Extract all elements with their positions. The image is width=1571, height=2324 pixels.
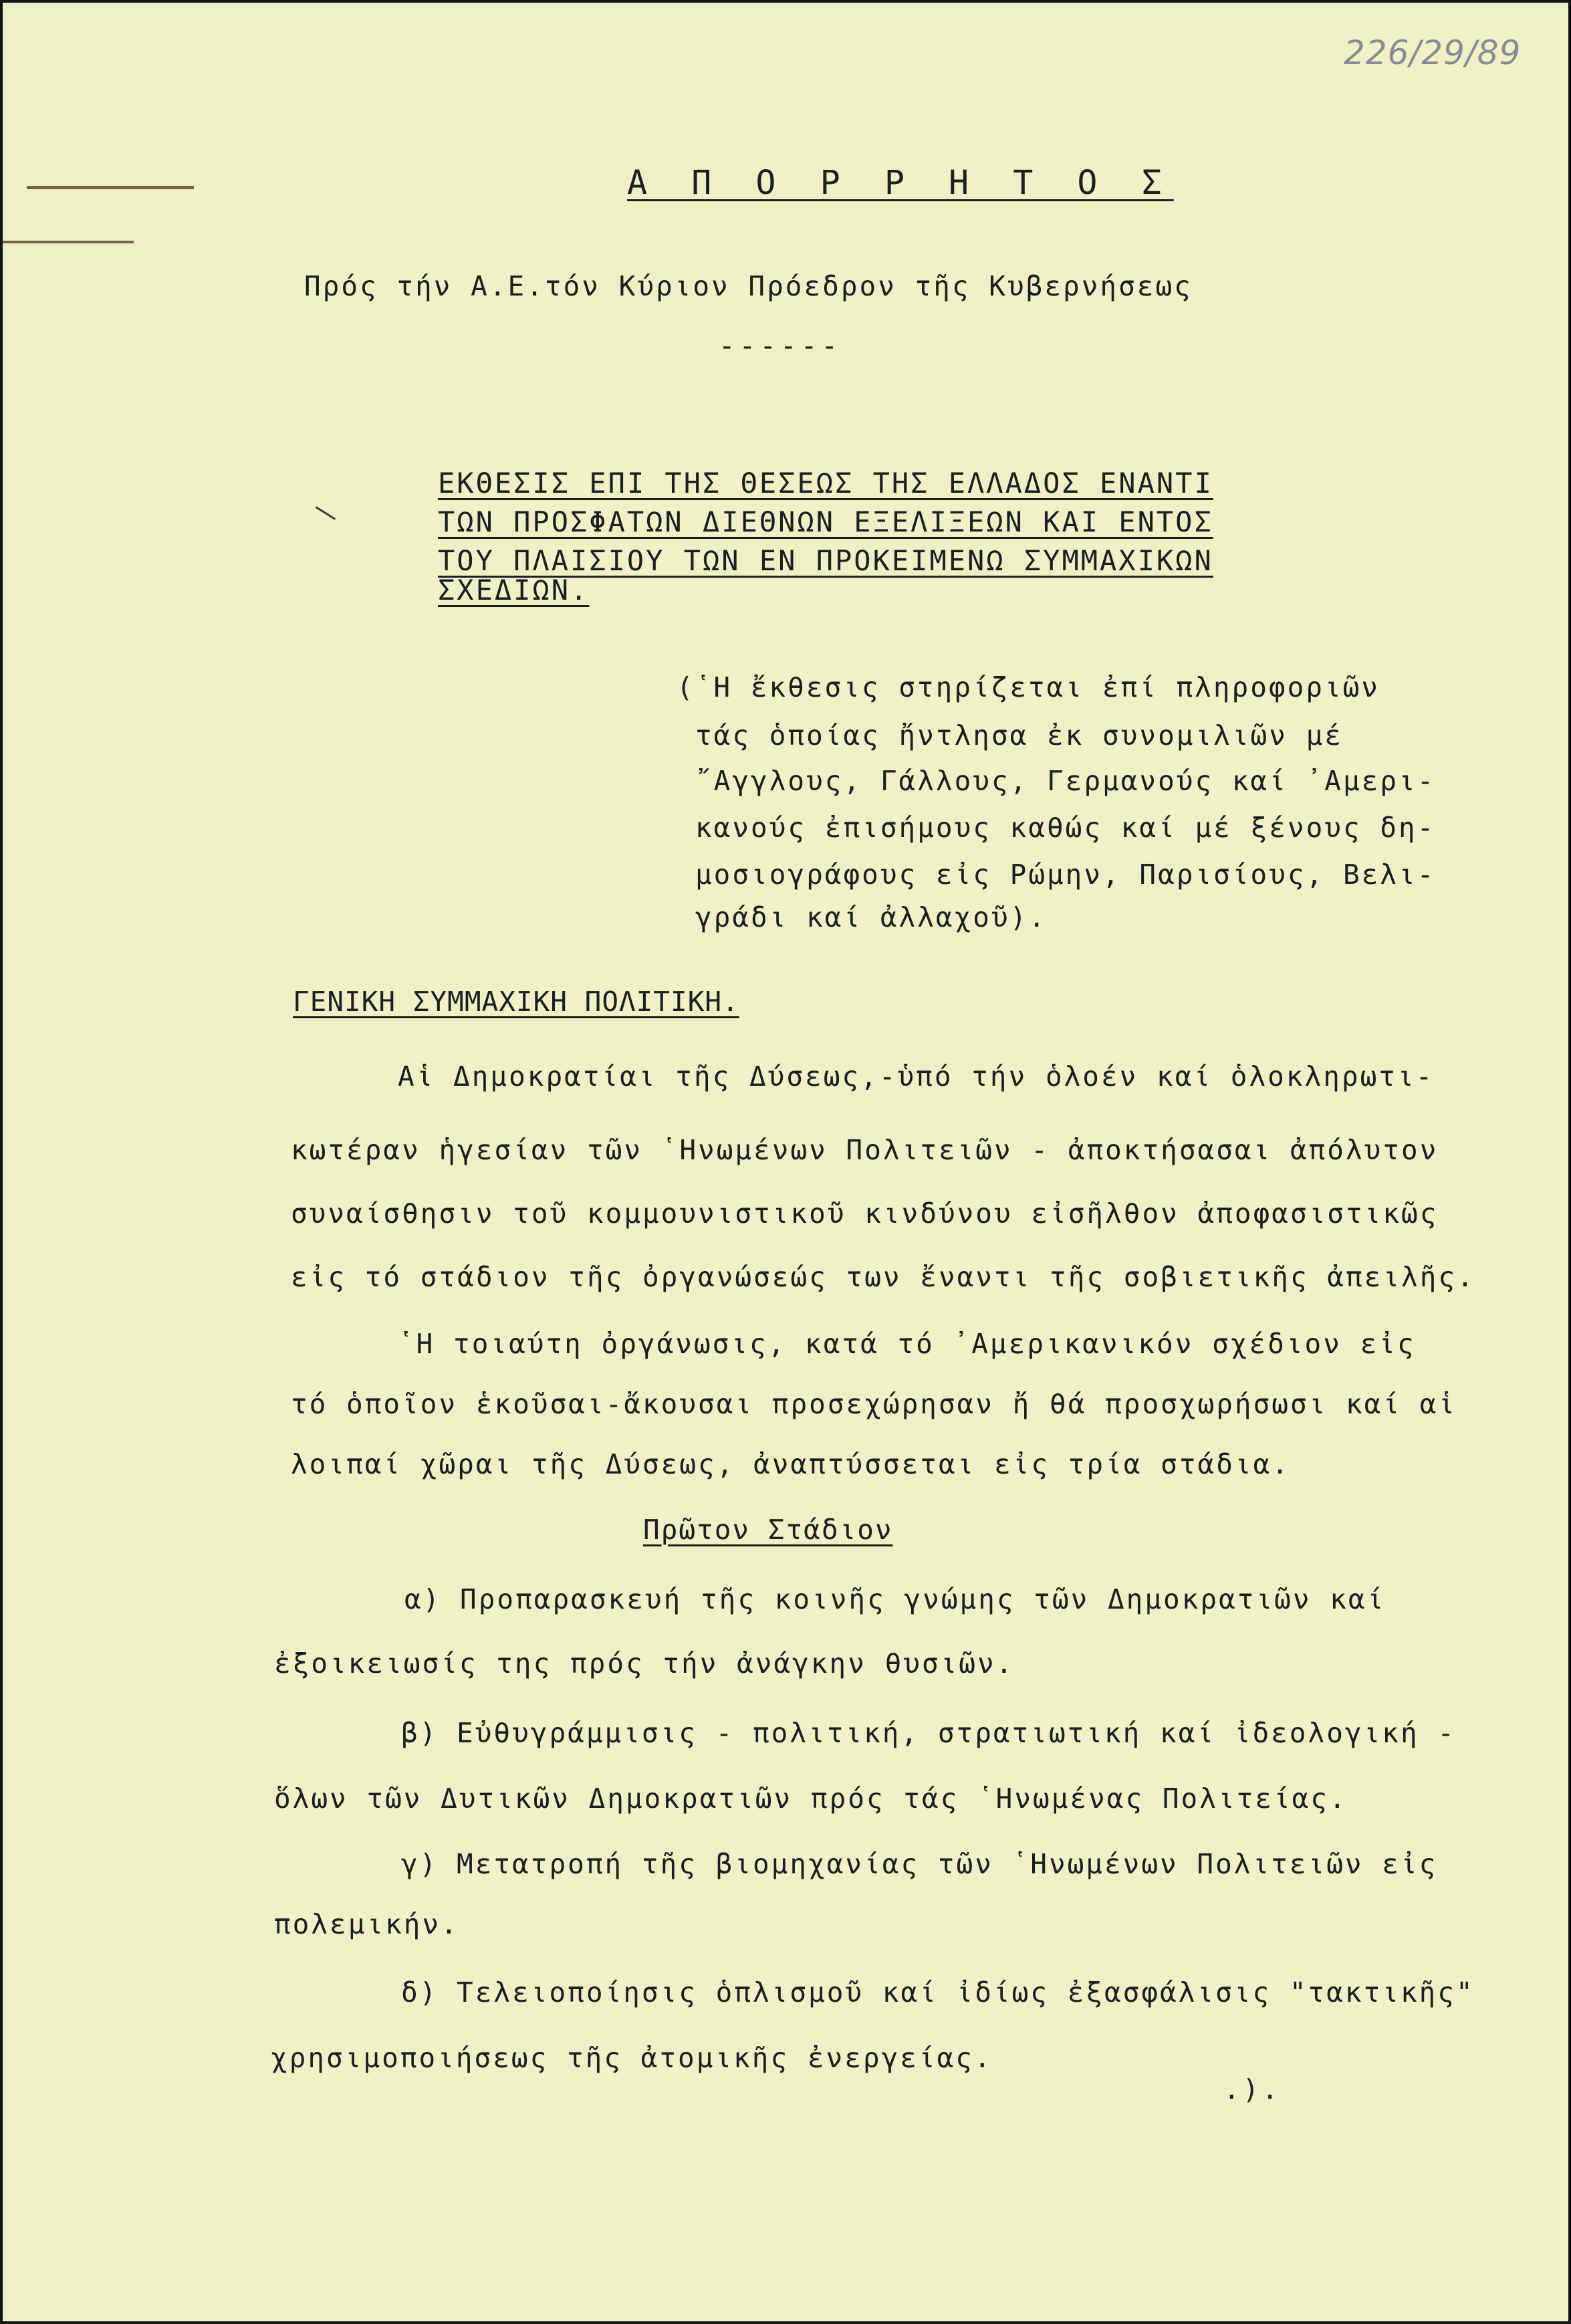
note-line: μοσιογράφους εἰς Ρώμην, Παρισίους, Βελι- — [695, 858, 1436, 891]
margin-mark — [0, 241, 134, 243]
paragraph-line: ῾Η τοιαύτη ὀργάνωσις, κατά τό ᾿Αμερικανικόν σχέδιον εἰς — [398, 1328, 1416, 1360]
recipient-line: Πρός τήν Α.Ε.τόν Κύριον Πρόεδρον τῆς Κυβερνήσεως — [304, 270, 1193, 302]
subject-line: ΣΧΕΔΙΩΝ. — [438, 574, 590, 606]
subject-line: ΤΟΥ ΠΛΑΙΣΙΟΥ ΤΩΝ ΕΝ ΠΡΟΚΕΙΜΕΝΩ ΣΥΜΜΑΧΙΚΩΝ — [438, 544, 1213, 577]
subject-line: ΤΩΝ ΠΡΟΣΦΑΤΩΝ ΔΙΕΘΝΩΝ ΕΞΕΛΙΞΕΩΝ ΚΑΙ ΕΝΤΟΣ — [438, 505, 1213, 538]
paragraph-line: εἰς τό στάδιον τῆς ὀργανώσεώς των ἔναντι τῆς σοβιετικῆς ἀπειλῆς. — [291, 1261, 1475, 1293]
list-item-line: ὅλων τῶν Δυτικῶν Δημοκρατιῶν πρός τάς ῾Ηνωμένας Πολιτείας. — [274, 1782, 1348, 1815]
continuation-mark: .). — [1223, 2073, 1282, 2105]
note-line: ῎Αγγλους, Γάλλους, Γερμανούς καί ᾿Αμερι- — [695, 765, 1436, 797]
note-line: (῾Η ἔκθεσις στηρίζεται ἐπί πληροφοριῶν — [677, 671, 1380, 703]
section-title: ΓΕΝΙΚΗ ΣΥΜΜΑΧΙΚΗ ΠΟΛΙΤΙΚΗ. — [293, 985, 739, 1018]
list-item-line: χρησιμοποιήσεως τῆς ἀτομικῆς ἐνεργείας. — [271, 2042, 993, 2074]
list-item-line: πολεμικήν. — [274, 1908, 459, 1940]
paragraph-line: τό ὁποῖον ἑκοῦσαι-ἄκουσαι προσεχώρησαν ἤ θά προσχωρήσωσι καί αἱ — [291, 1388, 1457, 1420]
list-item-line: δ) Τελειοποίησις ὁπλισμοῦ καί ἰδίως ἐξασφάλισις "τακτικῆς" — [401, 1976, 1475, 2008]
margin-tick — [316, 506, 336, 520]
list-item-line: ἐξοικειωσίς της πρός τήν ἀνάγκην θυσιῶν. — [274, 1647, 1015, 1679]
archive-reference: 226/29/89 — [1344, 33, 1522, 72]
list-item-line: β) Εὐθυγράμμισις - πολιτική, στρατιωτική καί ἰδεολογική - — [401, 1717, 1456, 1749]
note-line: κανούς ἐπισήμους καθώς καί μέ ξένους δη- — [695, 812, 1436, 844]
note-line: τάς ὁποίας ἤντλησα ἐκ συνομιλιῶν μέ — [695, 719, 1343, 751]
list-item-line: γ) Μετατροπή τῆς βιομηχανίας τῶν ῾Ηνωμένων Πολιτειῶν εἰς — [401, 1848, 1438, 1880]
paragraph-line: Αἱ Δημοκρατίαι τῆς Δύσεως,-ὑπό τήν ὁλοέν καί ὁλοκληρωτι- — [398, 1060, 1435, 1092]
list-item-line: α) Προπαρασκευή τῆς κοινῆς γνώμης τῶν Δημοκρατιῶν καί — [404, 1583, 1386, 1615]
margin-mark — [27, 186, 194, 189]
paragraph-line: συναίσθησιν τοῦ κομμουνιστικοῦ κινδύνου εἰσῆλθον ἀποφασιστικῶς — [291, 1197, 1439, 1230]
stage-title: Πρῶτον Στάδιον — [643, 1514, 893, 1546]
paragraph-line: κωτέραν ἡγεσίαν τῶν ῾Ηνωμένων Πολιτειῶν - ἀποκτήσασαι ἀπόλυτον — [291, 1134, 1439, 1166]
separator: ------ — [719, 330, 842, 362]
subject-line: ΕΚΘΕΣΙΣ ΕΠΙ ΤΗΣ ΘΕΣΕΩΣ ΤΗΣ ΕΛΛΑΔΟΣ ΕΝΑΝΤΙ — [438, 467, 1213, 499]
note-line: γράδι καί ἀλλαχοῦ). — [695, 901, 1047, 933]
paragraph-line: λοιπαί χῶραι τῆς Δύσεως, ἀναπτύσσεται εἰς τρία στάδια. — [291, 1448, 1290, 1480]
classification-heading: Α Π Ο Ρ Ρ Η Τ Ο Σ — [627, 163, 1174, 202]
